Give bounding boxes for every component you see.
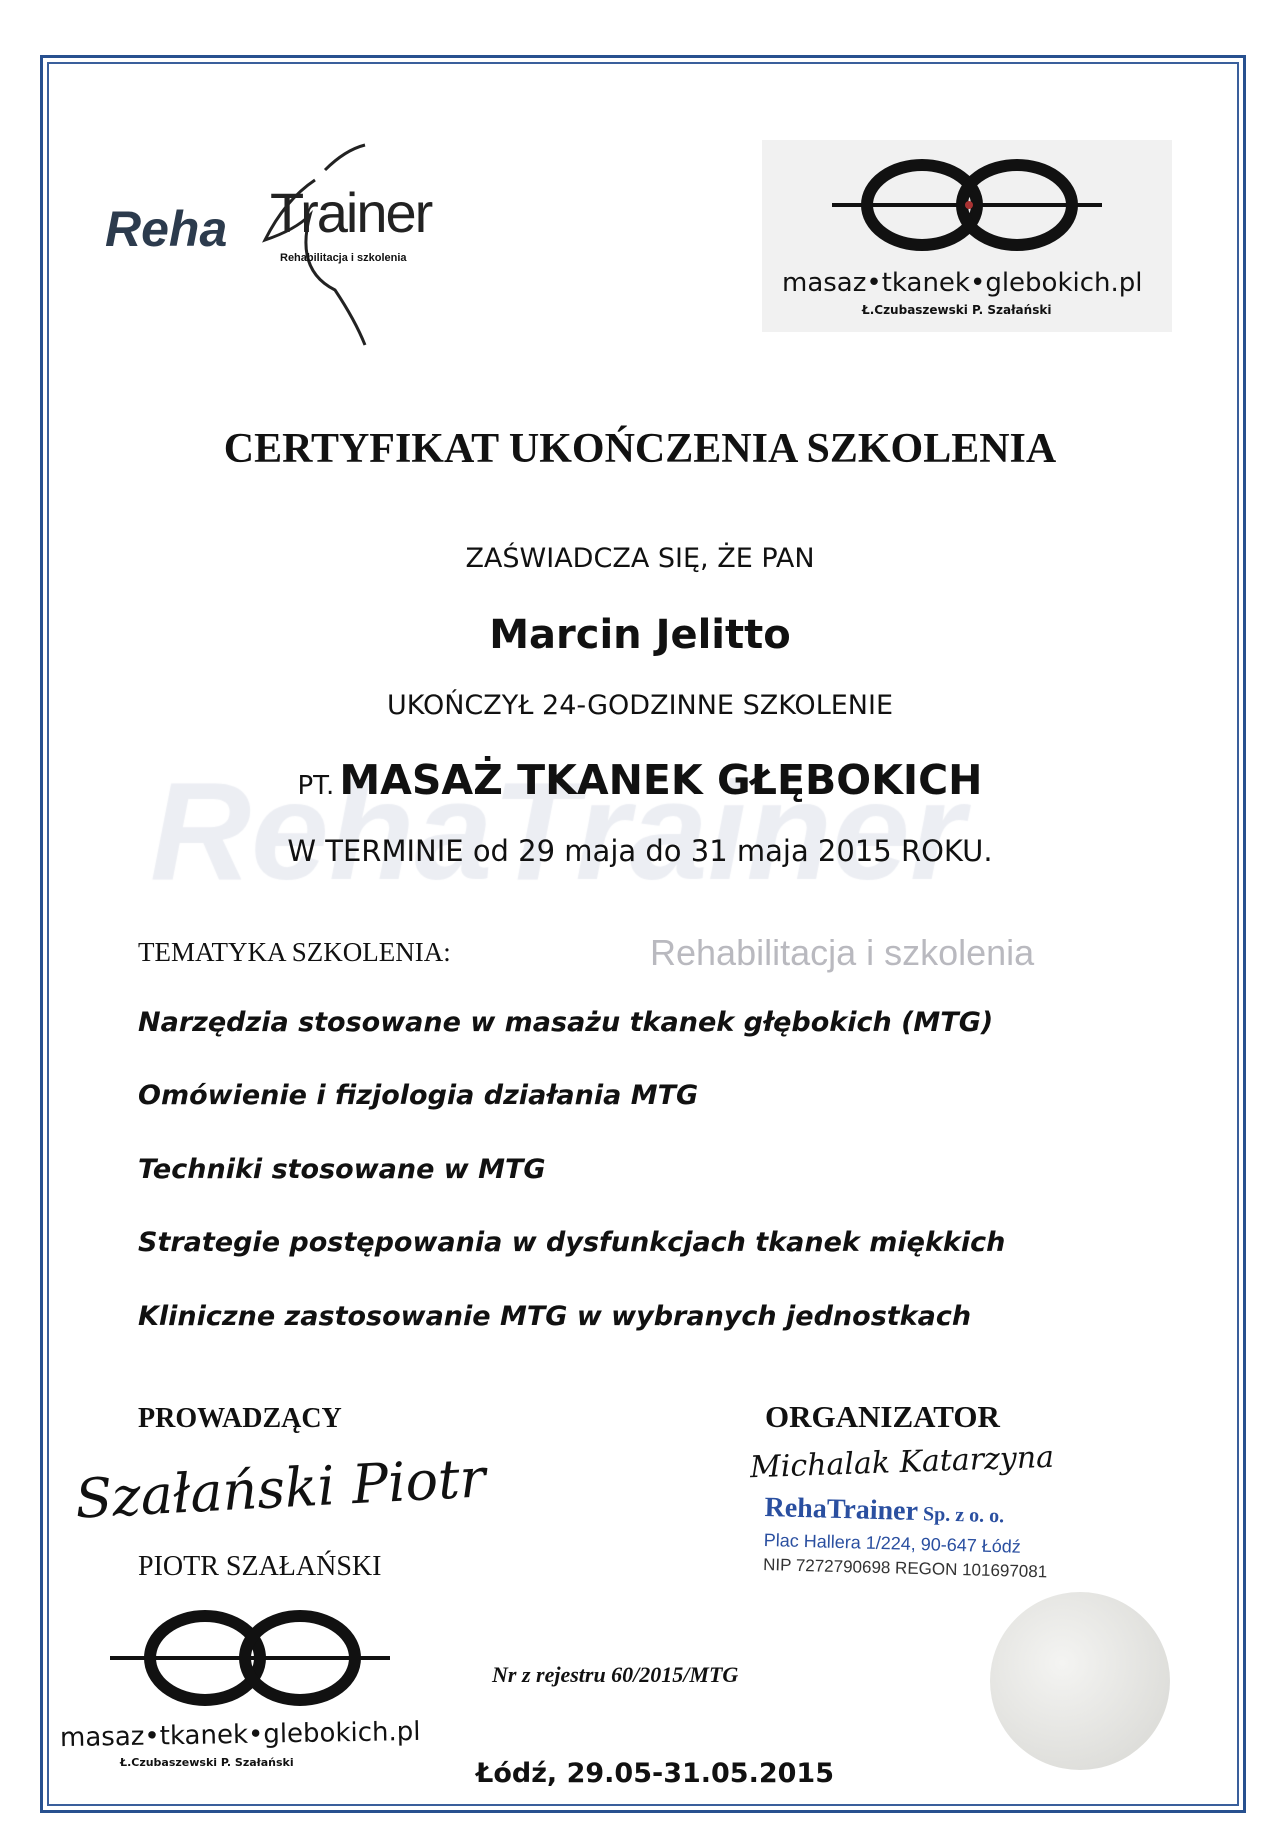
completed-text: UKOŃCZYŁ 24-GODZINNE SZKOLENIE [386,690,894,721]
organizer-signature: Michalak Katarzyna [749,1439,1055,1486]
topic-item: Kliniczne zastosowanie MTG w wybranych jednostkach [138,1301,972,1332]
hologram-seal [990,1592,1170,1770]
place-date: Łódź, 29.05-31.05.2015 [476,1758,835,1789]
topic-item: Strategie postępowania w dysfunkcjach tkanek miękkich [138,1227,1006,1258]
recipient-name: Marcin Jelitto [489,612,791,658]
topics-heading: TEMATYKA SZKOLENIA: [138,937,451,967]
instructor-signature: Szałański Piotr [73,1446,487,1531]
certificate-title: CERTYFIKAT UKOŃCZENIA SZKOLENIA [223,426,1057,472]
mtg-logo-top: masaz•tkanek•glebokich.pl Ł.Czubaszewski P. Szałański [762,140,1172,332]
course-dates: W TERMINIE od 29 maja do 31 maja 2015 ROKU. [287,834,993,868]
instructor-label: PROWADZĄCY [138,1403,342,1434]
topic-item: Narzędzia stosowane w masażu tkanek głębokich (MTG) [138,1007,994,1038]
infinity-icon [822,150,1112,260]
topic-item: Techniki stosowane w MTG [138,1154,546,1185]
organizer-stamp: RehaTrainer Sp. z o. o. Plac Hallera 1/224, 90-647 Łódź NIP 7272790698 REGON 101697081 [762,1492,1048,1582]
mtg-logo-bottom: masaz•tkanek•glebokich.pl Ł.Czubaszewski P. Szałański [55,1600,455,1780]
course-title: PT. MASAŻ TKANEK GŁĘBOKICH [297,756,983,804]
registry-number: Nr z rejestru 60/2015/MTG [492,1662,739,1687]
certifies-text: ZAŚWIADCZA SIĘ, ŻE PAN [465,543,815,574]
watermark-tagline: Rehabilitacja i szkolenia [650,932,1035,973]
instructor-name: PIOTR SZAŁAŃSKI [138,1551,382,1582]
infinity-icon [105,1600,395,1710]
topic-item: Omówienie i fizjologia działania MTG [138,1080,699,1111]
figure-icon [255,140,375,350]
rehatrainer-logo: Reha Trainer Rehabilitacja i szkolenia [105,140,485,350]
organizer-label: ORGANIZATOR [765,1399,1000,1434]
